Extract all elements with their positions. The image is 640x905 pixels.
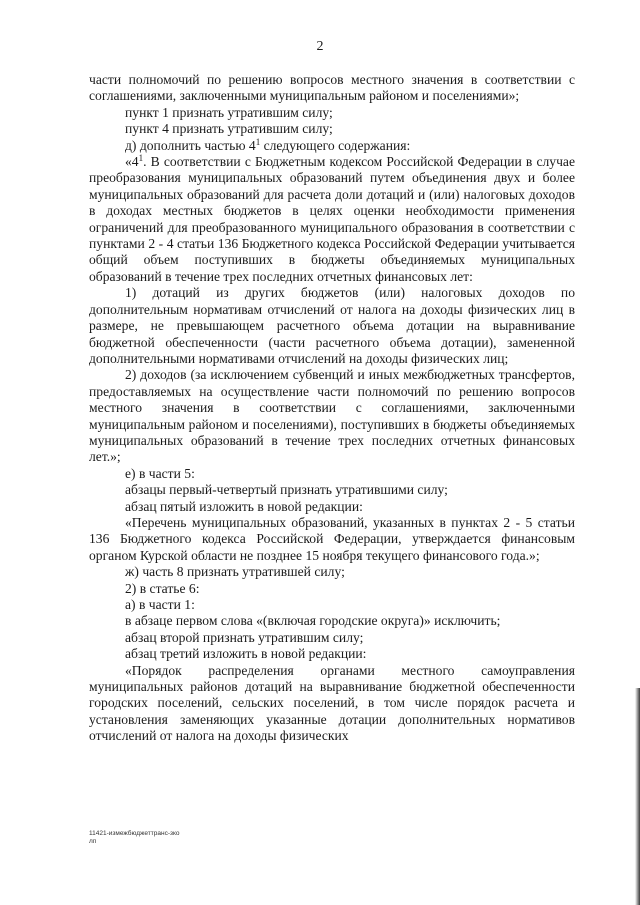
paragraph <box>89 138 575 154</box>
paragraph <box>89 499 575 515</box>
document-body <box>89 72 575 745</box>
text-run: 2) в статье 6: <box>125 580 200 596</box>
text-run: а) в части 1: <box>125 597 195 612</box>
footer-file-code: 11421-измежбюджеттранс-зко <box>89 830 180 837</box>
paragraph <box>89 613 575 629</box>
scan-edge-shadow <box>635 688 640 905</box>
paragraph <box>89 564 575 580</box>
paragraph <box>89 466 575 482</box>
text-run: «4 <box>125 154 139 170</box>
text-run: части полномочий по решению вопросов местного значения в соответствии с соглашениями, заключенными муниципальным районом и поселениями»; <box>89 72 575 104</box>
text-run: абзацы первый-четвертый признать утратившими силу; <box>125 482 448 498</box>
text-run: . В соответствии с Бюджетным кодексом Российской Федерации в случае преобразования муниципальных образований путем объединения двух и более муниципальных образований для расчета доли дотаций и (или) налоговых доходов в доходах местных бюджетов в целях оценки необходимости применения ограничений для преобразованного муниципального образования в соответствии с пунктами 2 - 4 статьи 136 Бюджетного кодекса Российской Федерации учитывается общий объем поступивших в бюджеты объединяемых муниципальных образований в течение трех последних отчетных финансовых лет: <box>89 154 575 284</box>
paragraph <box>89 154 575 285</box>
text-run: «Перечень муниципальных образований, указанных в пунктах 2 - 5 статьи 136 Бюджетного кодекса Российской Федерации, утверждается финансовым органом Курской области не позднее 15 ноября текущего финансового года.»; <box>89 514 575 563</box>
paragraph <box>89 367 575 465</box>
paragraph <box>89 515 575 564</box>
paragraph <box>89 646 575 662</box>
text-run: д) дополнить частью 4 <box>125 137 256 153</box>
text-run: «Порядок распределения органами местного самоуправления муниципальных районов дотаций на выравнивание бюджетной обеспеченности городских поселений, сельских поселений, в том числе порядок расчета и установления заменяющих указанные дотации дополнительных нормативов отчислений от налога на доходы физических <box>89 662 575 744</box>
superscript: 1 <box>138 153 144 164</box>
text-run: е) в части 5: <box>125 465 195 481</box>
paragraph <box>89 72 575 105</box>
text-run: 1) дотаций из других бюджетов (или) налоговых доходов по дополнительным нормативам отчислений от налога на доходы физических лиц в размере, не превышающем расчетного объема дотации на выравнивание бюджетной обеспеченности (части расчетного объема дотации), замененной дополнительными нормативами отчислений на доходы физических лиц; <box>89 285 575 366</box>
text-run: ж) часть 8 признать утратившей силу; <box>125 564 345 580</box>
text-run: абзац второй признать утратившим силу; <box>125 629 364 645</box>
paragraph <box>89 597 575 613</box>
document-footer <box>89 830 180 846</box>
text-run: следующего содержания: <box>260 137 411 153</box>
paragraph <box>89 630 575 646</box>
text-run: пункт 4 признать утратившим силу; <box>125 121 333 137</box>
paragraph <box>89 663 575 745</box>
text-run: в абзаце первом слова «(включая городские округа)» исключить; <box>125 613 501 629</box>
paragraph <box>89 121 575 137</box>
text-run: пункт 1 признать утратившим силу; <box>125 104 333 120</box>
text-run: абзац третий изложить в новой редакции: <box>125 646 367 662</box>
footer-initials: лп <box>89 838 97 845</box>
superscript: 1 <box>255 136 261 147</box>
text-run: абзац пятый изложить в новой редакции: <box>125 498 363 514</box>
paragraph <box>89 285 575 367</box>
text-run: 2) доходов (за исключением субвенций и иных межбюджетных трансфертов, предоставляемых на осуществление части полномочий по решению вопросов местного значения в соответствии с соглашениями, заключенными муниципальным районом и поселениями), поступивших в бюджеты объединяемых муниципальных образований в течение трех последних отчетных финансовых лет.»; <box>89 367 575 465</box>
page-number: 2 <box>316 39 324 54</box>
paragraph <box>89 482 575 498</box>
paragraph <box>89 105 575 121</box>
paragraph <box>89 581 575 597</box>
